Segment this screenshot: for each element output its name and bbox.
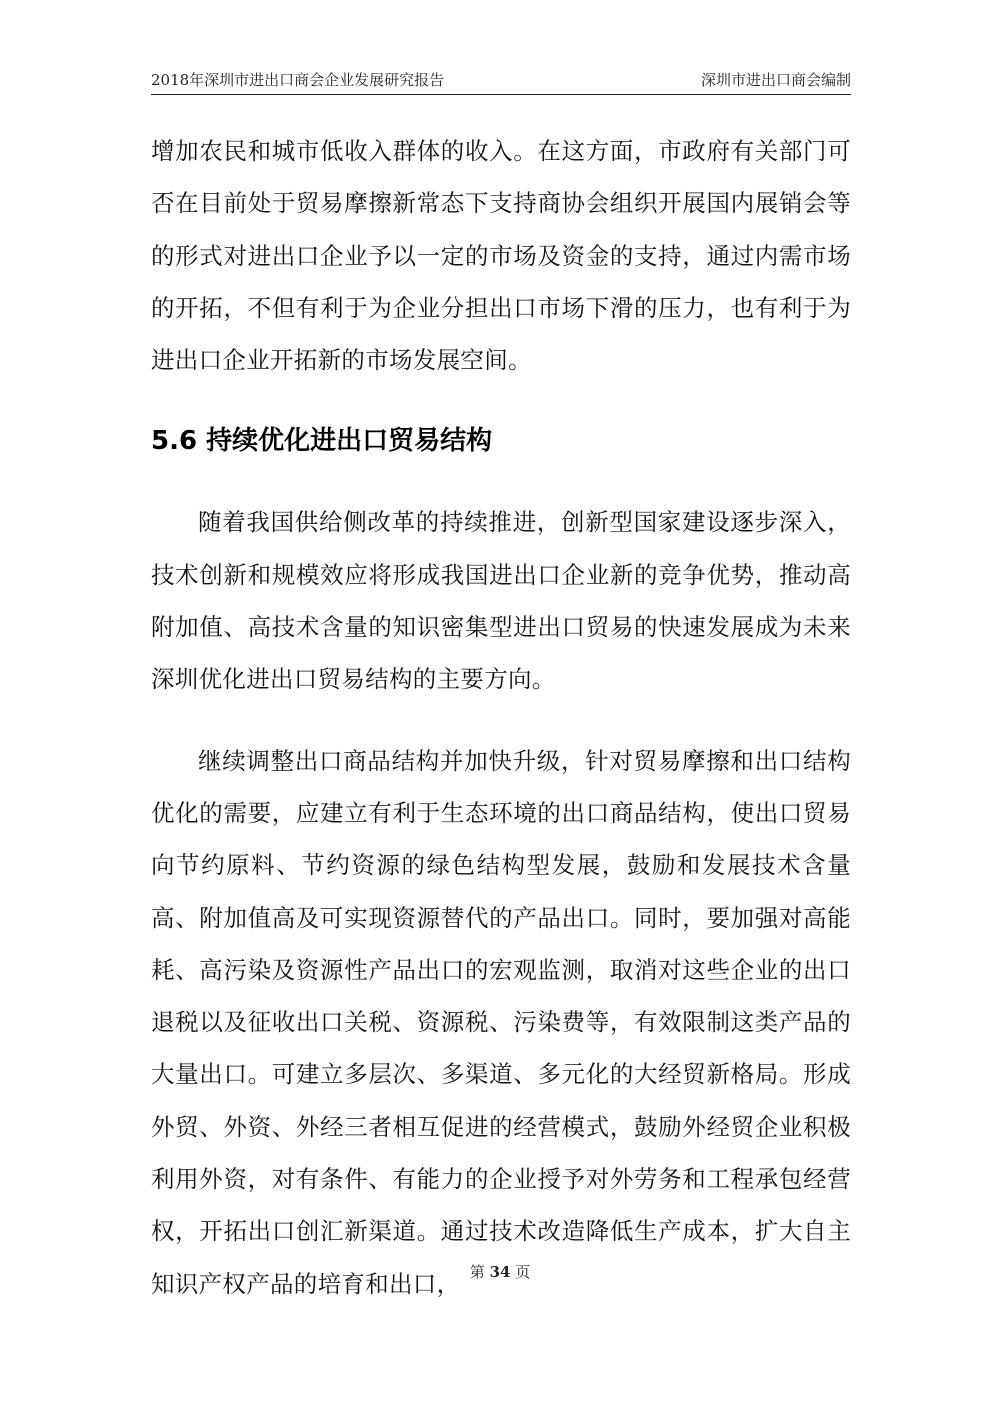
page-number-prefix: 第 [469,1263,485,1281]
section-heading: 5.6 持续优化进出口贸易结构 [151,426,493,457]
body-paragraph: 继续调整出口商品结构并加快升级，针对贸易摩擦和出口结构优化的需要，应建立有利于生态环境的出口商品结构，使出口贸易向节约原料、节约资源的绿色结构型发展，鼓励和发展技术含量高、附加值高及可实现资源替代的产品出口。同时，要加强对高能耗、高污染及资源性产品出口的宏观监测，取消对这些企业的出口退税以及征收出口关税、资源税、污染费等，有效限制这类产品的大量出口。可建立多层次、多渠道、多元化的大经贸新格局。形成外贸、外资、外经三者相互促进的经营模式，鼓励外经贸企业积极利用外资，对有条件、有能力的企业授予对外劳务和工程承包经营权，开拓出口创汇新渠道。通过技术改造降低生产成本，扩大自主知识产权产品的培育和出口， [151,746,851,1298]
page-header [151,68,851,95]
header-publisher: 深圳市进出口商会编制 [700,71,851,89]
body-paragraph: 随着我国供给侧改革的持续推进，创新型国家建设逐步深入，技术创新和规模效应将形成我国进出口企业新的竞争优势，推动高附加值、高技术含量的知识密集型进出口贸易的快速发展成为未来深圳优化进出口贸易结构的主要方向。 [151,508,851,694]
page-body [151,125,851,1310]
body-paragraph-continued: 增加农民和城市低收入群体的收入。在这方面，市政府有关部门可否在目前处于贸易摩擦新常态下支持商协会组织开展国内展销会等的形式对进出口企业予以一定的市场及资金的支持，通过内需市场的开拓，不但有利于为企业分担出口市场下滑的压力，也有利于为进出口企业开拓新的市场发展空间。 [151,137,851,375]
page-number: 34 [489,1263,511,1281]
page-footer [0,1262,1000,1282]
header-report-title: 2018年深圳市进出口商会企业发展研究报告 [151,71,445,89]
page-number-suffix: 页 [515,1263,531,1281]
